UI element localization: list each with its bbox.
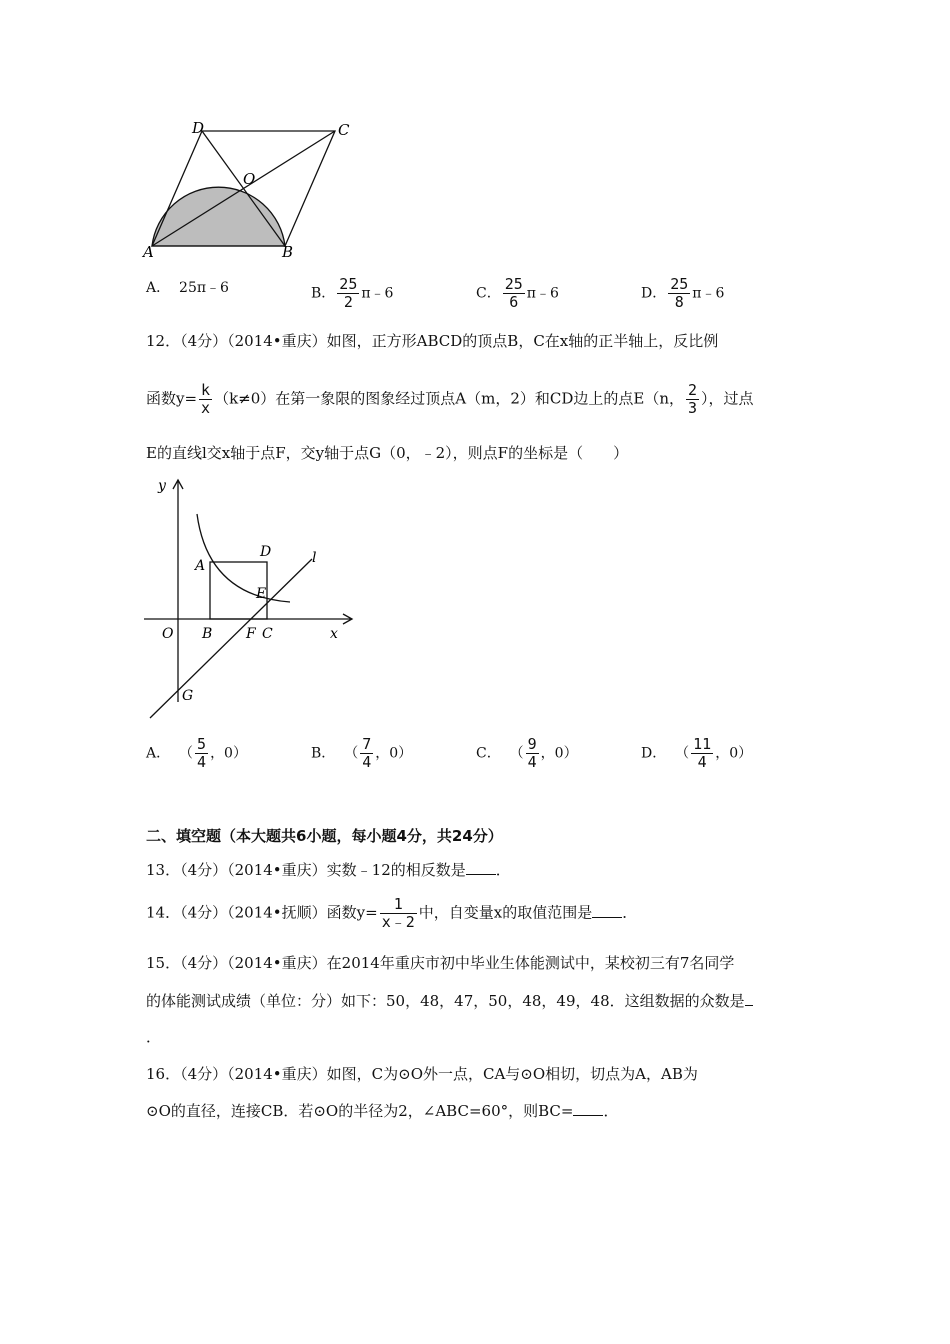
label-o: O	[243, 170, 256, 188]
q14-answer-blank[interactable]	[592, 903, 622, 918]
q12-option-d: D． （ $\frac{11}{4}$ ，0）	[641, 735, 753, 771]
q12-line-3: E的直线l交x轴于点F，交y轴于点G（0，﹣2），则点F的坐标是（ ）	[146, 444, 629, 462]
section-heading: 二、填空题（本大题共6小题，每小题4分，共24分）	[146, 827, 503, 845]
label-e: E	[256, 586, 267, 602]
q11-option-b: B． $\frac{25}{2}$ π﹣6	[311, 275, 394, 311]
label-a: A	[195, 558, 206, 574]
label-b: B	[202, 626, 213, 642]
label-x: x	[330, 626, 338, 642]
q11-option-d: D． $\frac{25}{8}$ π﹣6	[641, 275, 725, 311]
q16-answer-blank[interactable]	[573, 1101, 603, 1116]
q16-line-1: 16．（4分）（2014•重庆）如图，C为⊙O外一点，CA与⊙O相切，切点为A，AB为	[146, 1065, 698, 1083]
label-y: y	[158, 478, 166, 494]
q15-answer-blank[interactable]	[745, 991, 753, 1006]
label-g: G	[182, 688, 194, 704]
parallelogram-figure	[140, 118, 360, 263]
label-b: B	[282, 243, 294, 261]
q12-option-c: C． （ $\frac{9}{4}$ ，0）	[476, 735, 578, 771]
q12-line-1: 12．（4分）（2014•重庆）如图，正方形ABCD的顶点B，C在x轴的正半轴上，反比例	[146, 332, 719, 350]
q15-line-1: 15．（4分）（2014•重庆）在2014年重庆市初中毕业生体能测试中，某校初三有7名同学	[146, 954, 735, 972]
line-l	[150, 559, 312, 718]
q15-line-2: 的体能测试成绩（单位：分）如下：50，48，47，50，48，49，48．这组数据的众数是	[146, 990, 753, 1011]
q14: 14．（4分）（2014•抚顺）函数y= $\frac{1}{x﹣2}$ 中，自变量x的取值范围是 ．	[146, 895, 638, 931]
q15-line-3: ．	[146, 1028, 162, 1046]
q12-option-b: B． （ $\frac{7}{4}$ ，0）	[311, 735, 413, 771]
q11-option-c: C． $\frac{25}{6}$ π﹣6	[476, 275, 559, 311]
label-c: C	[262, 626, 273, 642]
label-l: l	[312, 550, 317, 566]
q12-line-2: 函数y= $\frac{k}{x}$ （k≠0）在第一象限的图象经过顶点A（m，2）和CD边上的点E（n， $\frac{2}{3}$ ），过点	[146, 381, 754, 417]
q11-option-a: A． 25π﹣6	[146, 280, 229, 296]
q13-answer-blank[interactable]	[466, 860, 496, 875]
q13: 13．（4分）（2014•重庆）实数﹣12的相反数是 ．	[146, 861, 511, 879]
shaded-semicircle	[152, 187, 285, 246]
label-f: F	[246, 626, 256, 642]
label-o: O	[162, 626, 174, 642]
label-a: A	[143, 243, 154, 261]
q12-option-a: A． （ $\frac{5}{4}$ ，0）	[146, 735, 247, 771]
label-d: D	[260, 544, 272, 560]
label-d: D	[192, 119, 205, 137]
q16-line-2: ⊙O的直径，连接CB．若⊙O的半径为2，∠ABC=60°，则BC= ．	[146, 1102, 619, 1120]
label-c: C	[338, 121, 350, 139]
coordinate-figure	[140, 474, 360, 722]
hyperbola-curve	[197, 514, 290, 602]
